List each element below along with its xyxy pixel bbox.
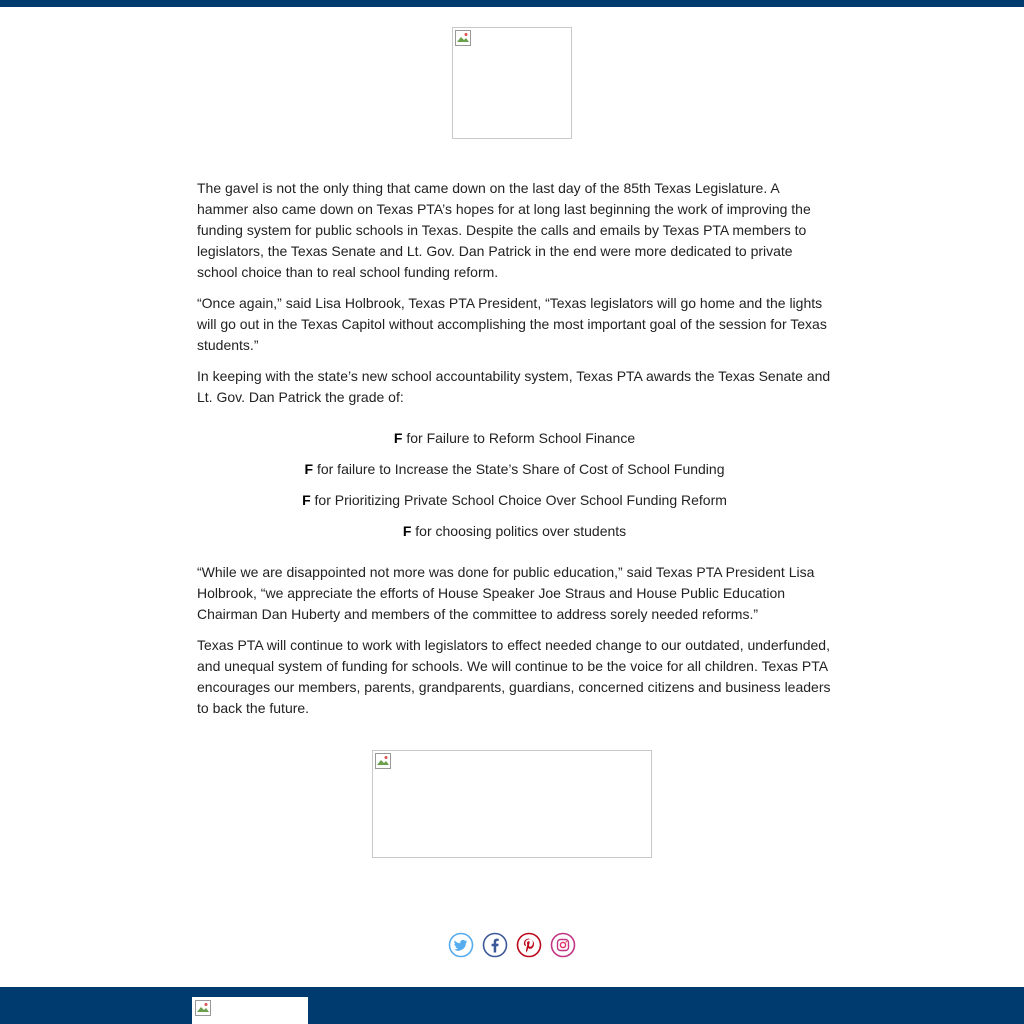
paragraph: In keeping with the state’s new school accountability system, Texas PTA awards the Texas Senate and Lt. Gov. Dan Patrick the grade of:: [197, 368, 831, 405]
grade-item: [197, 459, 832, 480]
grade-letter: F: [393, 430, 403, 446]
grade-item: [197, 428, 832, 449]
instagram-icon[interactable]: [550, 932, 576, 958]
grade-text: for failure to Increase the State’s Share of Cost of School Funding: [313, 461, 725, 477]
logo-image: [452, 27, 572, 139]
broken-image-icon: [375, 753, 391, 769]
grade-text: for Failure to Reform School Finance: [402, 430, 636, 446]
grade-letter: F: [302, 492, 311, 508]
footer-bar: [0, 987, 1024, 1024]
grade-text: for Prioritizing Private School Choice Over School Funding Reform: [310, 492, 727, 508]
grades-list: [197, 428, 832, 542]
broken-image-icon: [455, 30, 471, 46]
paragraph: “While we are disappointed not more was done for public education,” said Texas PTA President Lisa Holbrook, “we appreciate the efforts of House Speaker Joe Straus and House Public Education Chairman Dan Huberty and members of the committee to address sorely needed reforms.”: [197, 564, 815, 622]
grade-text: for choosing politics over students: [411, 523, 627, 539]
facebook-icon[interactable]: [482, 932, 508, 958]
grade-item: [197, 521, 832, 542]
footer-logo-image[interactable]: [192, 997, 308, 1024]
header-bar: [0, 0, 1024, 7]
grade-letter: F: [304, 461, 314, 477]
grade-letter: F: [402, 523, 412, 539]
paragraph: Texas PTA will continue to work with legislators to effect needed change to our outdated, underfunded, and unequal system of funding for schools. We will continue to be the voice for all children. Texas PTA encourages our members, parents, grandparents, guardians, concerned citizens and business leaders to back the future.: [197, 637, 831, 716]
pinterest-icon[interactable]: [516, 932, 542, 958]
broken-image-icon: [195, 1000, 211, 1016]
banner-image[interactable]: [372, 750, 652, 858]
paragraph: “Once again,” said Lisa Holbrook, Texas PTA President, “Texas legislators will go home and the lights will go out in the Texas Capitol without accomplishing the most important goal of the session for Texas students.”: [197, 295, 827, 353]
grade-item: [197, 490, 832, 511]
social-links: [448, 932, 576, 958]
article-body: [197, 178, 832, 729]
paragraph: The gavel is not the only thing that came down on the last day of the 85th Texas Legislature. A hammer also came down on Texas PTA’s hopes for at long last beginning the work of improving the funding system for public schools in Texas. Despite the calls and emails by Texas PTA members to legislators, the Texas Senate and Lt. Gov. Dan Patrick in the end were more dedicated to private school choice than to real school funding reform.: [197, 180, 811, 280]
twitter-icon[interactable]: [448, 932, 474, 958]
